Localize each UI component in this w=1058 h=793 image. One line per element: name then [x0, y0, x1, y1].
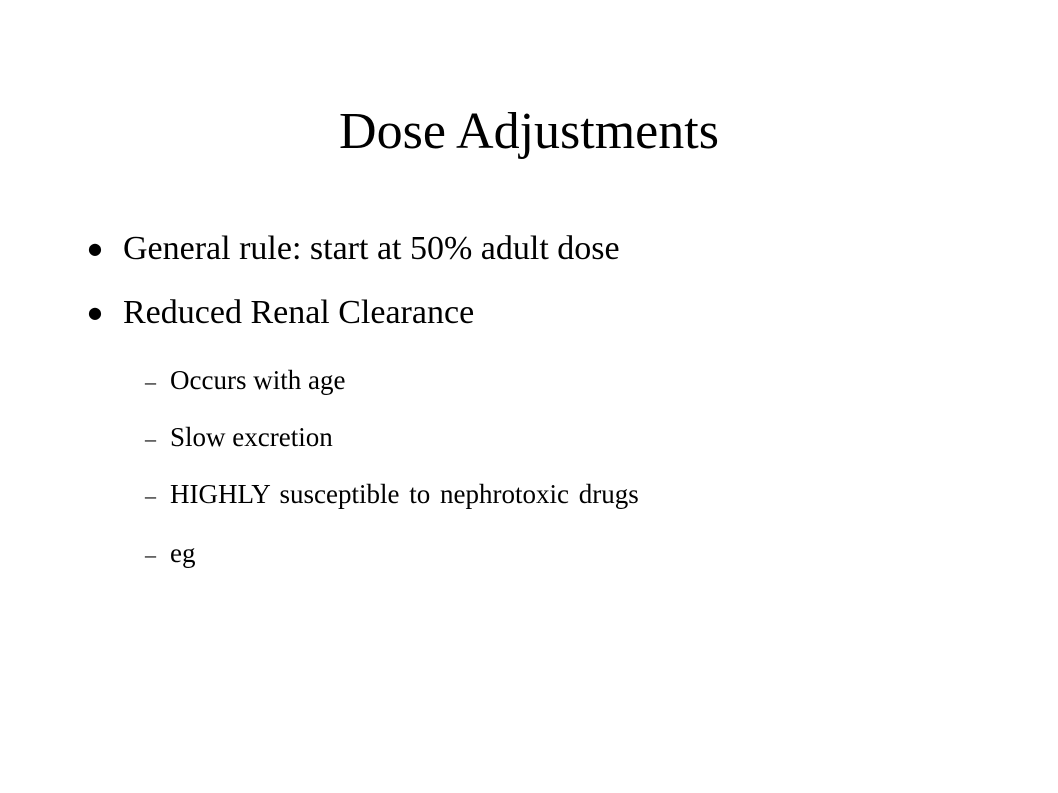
- sub-bullet-marker: –: [145, 483, 156, 508]
- sub-bullet-text: eg: [170, 538, 196, 568]
- bullet-marker: ●: [88, 303, 102, 322]
- sub-bullet-marker: –: [145, 426, 156, 451]
- bullet-marker: ●: [88, 239, 102, 258]
- sub-bullet-marker: –: [145, 369, 156, 394]
- bullet-text: Reduced Renal Clearance: [123, 294, 475, 331]
- sub-bullet-marker: –: [145, 542, 156, 567]
- bullet-text: General rule: start at 50% adult dose: [123, 230, 620, 267]
- sub-bullet-text: Occurs with age: [170, 365, 346, 395]
- sub-bullet-text: HIGHLY susceptible to nephrotoxic drugs: [170, 479, 639, 509]
- slide-title: Dose Adjustments: [339, 103, 719, 160]
- sub-bullet-text: Slow excretion: [170, 422, 333, 452]
